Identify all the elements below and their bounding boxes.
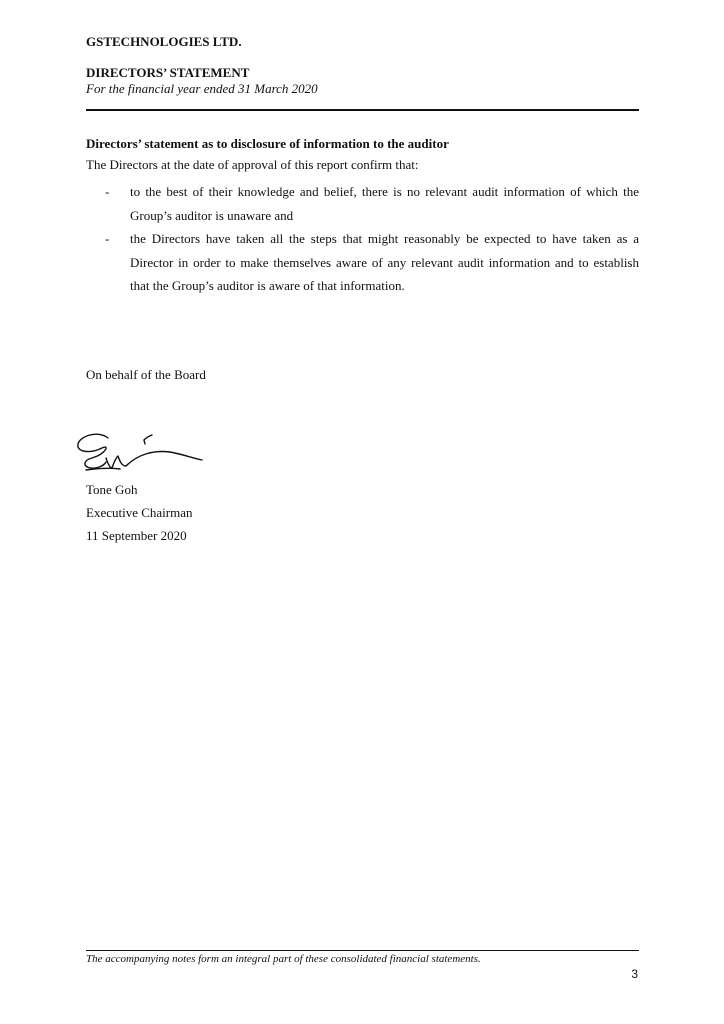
header-divider	[86, 109, 639, 111]
footer-note: The accompanying notes form an integral part of these consolidated financial statements.	[86, 953, 481, 965]
intro-paragraph: The Directors at the date of approval of this report confirm that:	[86, 157, 419, 172]
page-number: 3	[631, 967, 638, 981]
signer-position: Executive Chairman	[86, 505, 193, 520]
statement-period: For the financial year ended 31 March 2020	[86, 81, 318, 96]
bullet-dash: -	[105, 231, 110, 246]
statement-title: DIRECTORS’ STATEMENT	[86, 65, 250, 80]
on-behalf-of-board: On behalf of the Board	[86, 367, 206, 382]
list-item-text: the Directors have taken all the steps that might reasonably be expected to have taken as a Director in order to make themselves aware of any relevant audit information and to establish that the Group’s auditor is aware of that information.	[130, 231, 639, 293]
list-item	[86, 227, 639, 298]
signer-name: Tone Goh	[86, 482, 138, 497]
signature-date: 11 September 2020	[86, 528, 187, 543]
section-heading: Directors’ statement as to disclosure of information to the auditor	[86, 136, 449, 151]
company-name: GSTECHNOLOGIES LTD.	[86, 34, 242, 49]
confirmation-list	[86, 180, 639, 298]
signature-icon	[70, 424, 210, 484]
list-item-text: to the best of their knowledge and belief, there is no relevant audit information of which the Group’s auditor is unaware and	[130, 184, 639, 223]
footer-divider	[86, 950, 639, 951]
bullet-dash: -	[105, 184, 110, 199]
list-item	[86, 180, 639, 227]
